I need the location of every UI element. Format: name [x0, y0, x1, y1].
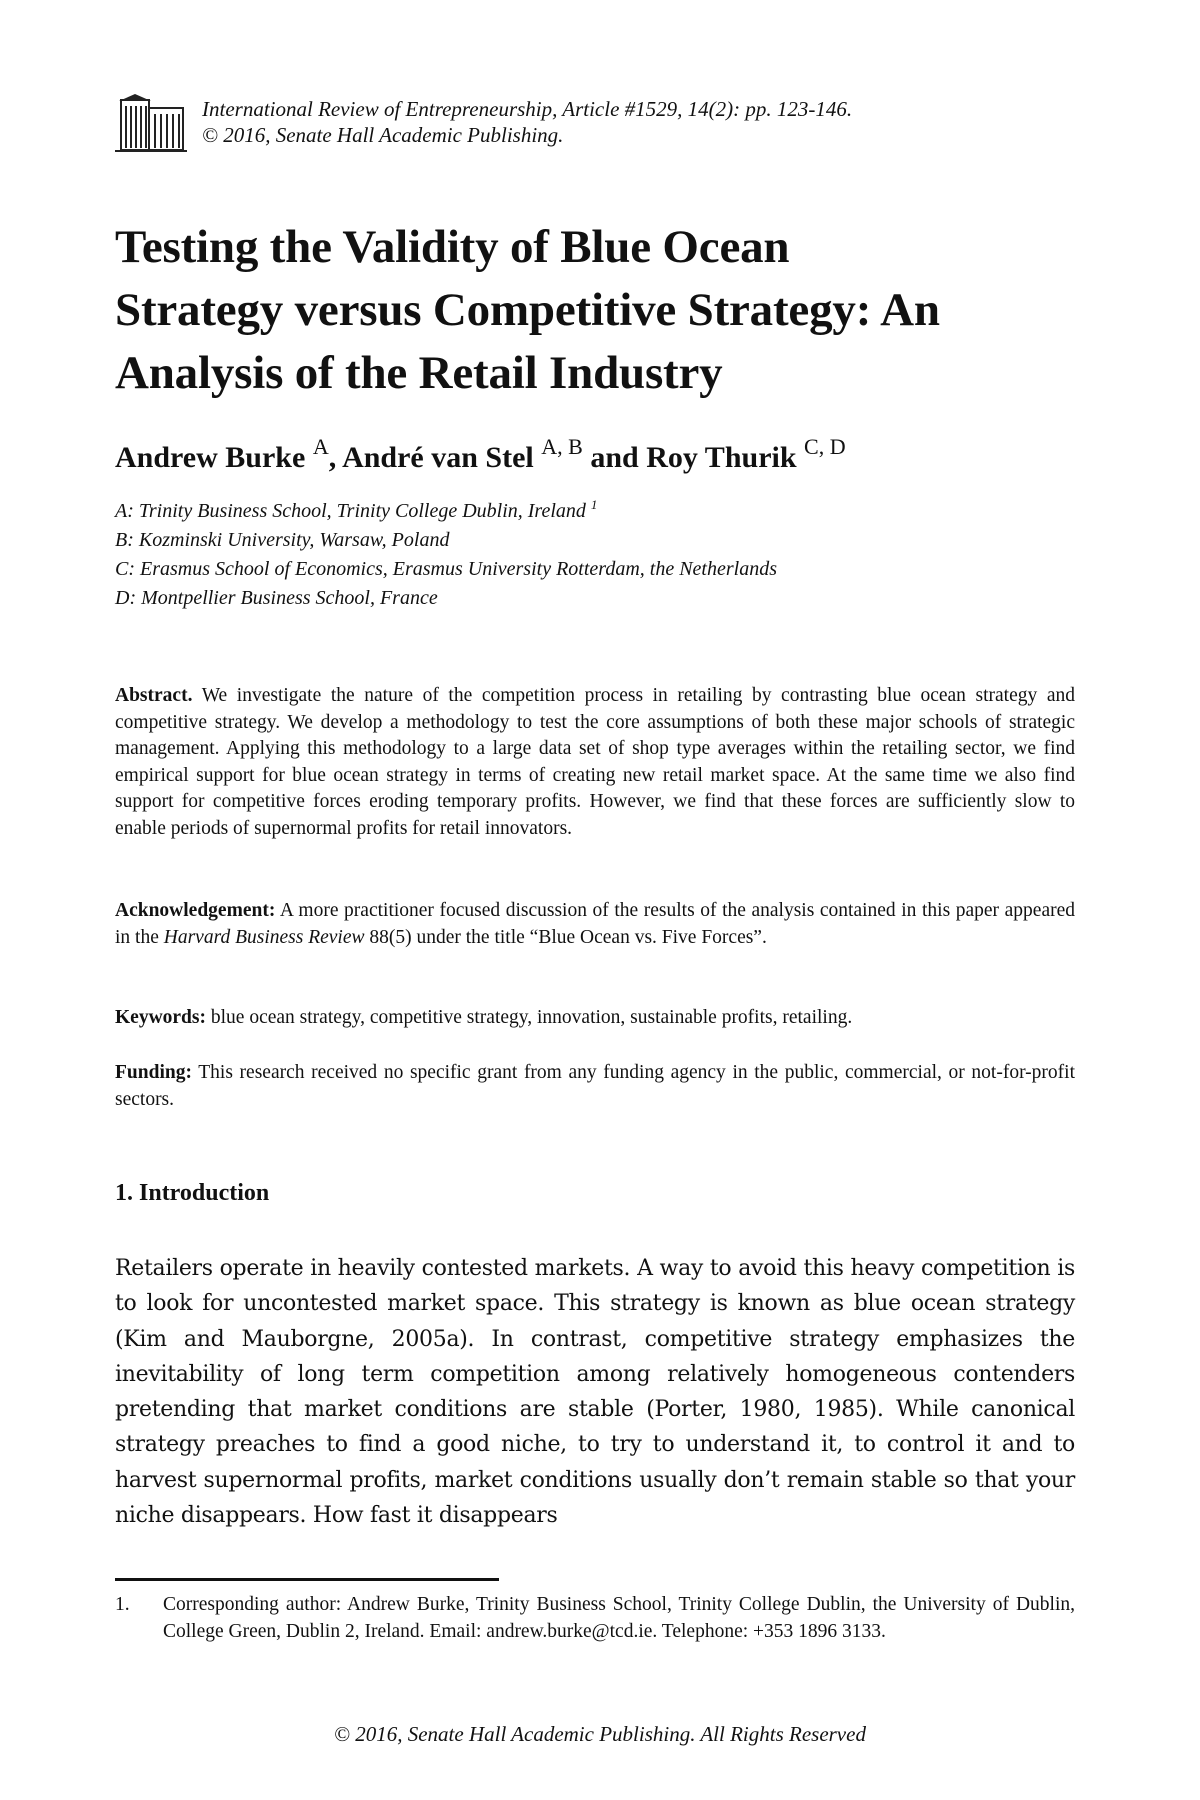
author-affiliation-mark: C, D	[804, 434, 846, 459]
footnote-number: 1.	[115, 1594, 130, 1615]
acknowledgement-journal: Harvard Business Review	[163, 926, 365, 948]
introduction-paragraph: Retailers operate in heavily contested markets. A way to avoid this heavy competition is to look for uncontested market space. This strategy is known as blue ocean strategy (Kim and Mauborgne, 2005a). In contrast, competitive strategy emphasizes the inevitability of long term competition among relatively homogeneous contenders pretending that market conditions are stable (Porter, 1980, 1985). While canonical strategy preaches to find a good niche, to try to understand it, to control it and to harvest supernormal profits, market conditions usually don’t remain stable so that your niche disappears. How fast it disappears	[115, 1256, 1075, 1529]
affiliation-item	[115, 584, 1075, 613]
affiliation-text: D: Montpellier Business School, France	[115, 587, 438, 609]
author-affiliation-mark: A	[312, 434, 329, 459]
title-line-2: Strategy versus Competitive Strategy: An	[115, 284, 940, 336]
affiliation-item	[115, 555, 1075, 584]
footnote-text: Corresponding author: Andrew Burke, Trinity Business School, Trinity College Dublin, the University of Dublin, College Green, Dublin 2, Ireland. Email: andrew.burke@tcd.ie. Telephone: +353 1896 3133.	[163, 1594, 1075, 1642]
footnote-divider	[115, 1578, 499, 1581]
title-line-1: Testing the Validity of Blue Ocean	[115, 221, 790, 273]
acknowledgement-text-after: 88(5) under the title “Blue Ocean vs. Five Forces”.	[364, 926, 767, 948]
affiliation-text: A: Trinity Business School, Trinity College Dublin, Ireland	[115, 500, 586, 522]
funding	[115, 1060, 1075, 1113]
abstract	[115, 683, 1075, 842]
footnote-mark[interactable]: 1	[590, 497, 598, 512]
affiliation-item	[115, 526, 1075, 555]
affiliation-item	[115, 497, 1075, 526]
author-separator: ,	[328, 441, 343, 474]
abstract-label: Abstract.	[115, 685, 193, 706]
abstract-text: We investigate the nature of the competition process in retailing by contrasting blue ocean strategy and competitive strategy. We develop a methodology to test the core assumptions of both these major schools of strategic management. Applying this methodology to a large data set of shop type averages within the retailing sector, we find empirical support for blue ocean strategy in terms of creating new retail market space. At the same time we also find support for competitive forces eroding temporary profits. However, we find that these forces are sufficiently slow to enable periods of supernormal profits for retail innovators.	[115, 685, 1075, 839]
author-separator: and	[582, 441, 647, 474]
author-name: Andrew Burke	[115, 441, 306, 474]
author-name: André van Stel	[342, 441, 534, 474]
journal-citation: International Review of Entrepreneurship, Article #1529, 14(2): pp. 123-146.	[202, 97, 853, 121]
title-line-3: Analysis of the Retail Industry	[115, 347, 723, 399]
funding-label: Funding:	[115, 1062, 192, 1083]
acknowledgement	[115, 898, 1075, 951]
page-footer: © 2016, Senate Hall Academic Publishing. All Rights Reserved	[334, 1722, 866, 1746]
keywords	[115, 1005, 1075, 1032]
acknowledgement-text: A more practitioner focused discussion of the results of the analysis contained in this paper appeared in the	[115, 900, 1075, 948]
journal-header	[115, 94, 1015, 154]
paper-title	[115, 216, 1075, 405]
affiliation-list	[115, 497, 1075, 613]
author-list	[115, 434, 1075, 475]
acknowledgement-label: Acknowledgement:	[115, 900, 276, 921]
footnote	[115, 1592, 1075, 1645]
funding-text: This research received no specific grant from any funding agency in the public, commercial, or not-for-profit sectors.	[115, 1062, 1075, 1110]
keywords-label: Keywords:	[115, 1007, 206, 1028]
author-affiliation-mark: A, B	[541, 434, 583, 459]
section-heading-introduction: 1. Introduction	[115, 1180, 270, 1206]
affiliation-text: C: Erasmus School of Economics, Erasmus University Rotterdam, the Netherlands	[115, 558, 777, 580]
building-logo-icon	[115, 94, 187, 152]
affiliation-text: B: Kozminski University, Warsaw, Poland	[115, 529, 450, 551]
author-name: Roy Thurik	[646, 441, 797, 474]
keywords-text: blue ocean strategy, competitive strategy, innovation, sustainable profits, retailing.	[206, 1007, 853, 1028]
journal-copyright: © 2016, Senate Hall Academic Publishing.	[202, 123, 564, 147]
